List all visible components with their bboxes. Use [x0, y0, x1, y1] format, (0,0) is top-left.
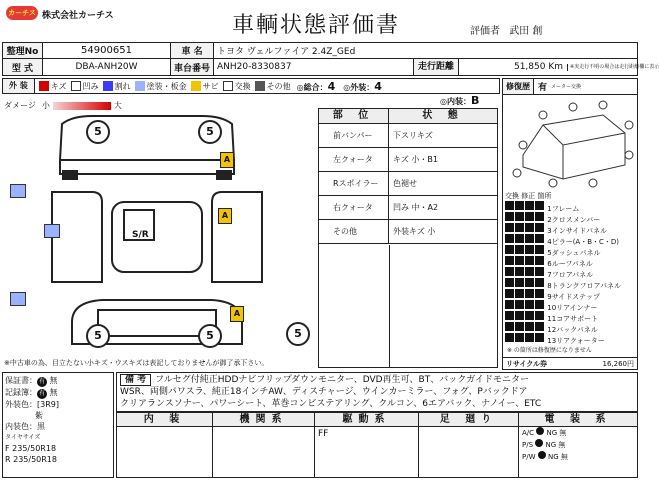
rust-icon: [191, 81, 201, 91]
paint-mark: [44, 224, 60, 238]
record-row: 記録簿： 有 無: [5, 388, 58, 397]
page-title: 車輌状態評価書: [232, 13, 401, 38]
legend-rust: サビ: [202, 81, 219, 91]
engine-col: 機関系: [213, 413, 315, 477]
repair-diagram: [503, 95, 637, 189]
list-item: 2クロスメンバー: [505, 212, 637, 223]
list-item: 10リアインナー: [505, 300, 637, 311]
company-logo: カーチス: [6, 6, 38, 20]
damage-mark-a: A: [230, 306, 244, 322]
car-outline: [2, 112, 314, 368]
ext-color-row: 外装色：[3R9]: [5, 400, 59, 409]
company-name: 株式会社カーチス: [42, 11, 114, 21]
ps-row: P/S NG 無: [522, 441, 566, 449]
assessor-name: 武田 創: [509, 26, 543, 37]
paint-icon: [135, 81, 145, 91]
table-row: 右クォータ 凹み 中・A2: [319, 196, 497, 220]
table-row: Rスポイラー 色褪せ: [319, 172, 497, 196]
car-name: トヨタ ヴェルファイア 2.4Z_GEd: [214, 43, 638, 59]
col-state: 状 態: [389, 109, 497, 123]
repair-checklist: [503, 201, 637, 344]
condition-table: [116, 412, 638, 478]
damage-table-header: [319, 109, 497, 124]
damage-small: 小: [41, 101, 50, 110]
tire-size-label: タイヤサイズ: [5, 434, 41, 441]
list-item: 8トランクフロアパネル: [505, 278, 637, 289]
list-item: 7フロアパネル: [505, 267, 637, 278]
remarks-label: 備 考: [120, 374, 151, 386]
list-item: 1フレーム: [505, 201, 637, 212]
mileage-note: ※実走行不明の場合は走行距離欄に表示: [567, 64, 637, 71]
vehicle-info-table: [2, 42, 659, 76]
damage-large: 大: [113, 101, 122, 110]
ext-color-name: 紫: [35, 411, 43, 420]
legend-bar: [2, 78, 500, 94]
list-item: 11コアサポート: [505, 311, 637, 322]
list-item: 6ルーフパネル: [505, 256, 637, 267]
tire-spare: 5: [286, 322, 310, 346]
legend-crack: 割れ: [114, 81, 131, 91]
tire-front-right: 5: [198, 120, 222, 144]
exterior-score: ◎外装：4: [343, 79, 382, 93]
list-item: 9サイドステップ: [505, 289, 637, 300]
col-part: 部 位: [319, 109, 389, 123]
list-item: 4ピラー(A・B・C・D): [505, 234, 637, 245]
tire-front: F 235/50R18: [5, 444, 57, 453]
legend-other: その他: [266, 81, 291, 91]
crack-icon: [103, 81, 113, 91]
list-item: 5ダッシュパネル: [505, 245, 637, 256]
tire-rear: R 235/50R18: [5, 455, 57, 464]
certificate-block: [2, 372, 114, 478]
stock-label: 整理No: [3, 43, 43, 59]
tire-rear-right: 5: [198, 324, 222, 348]
pw-row: P/W NG 無: [522, 453, 568, 461]
drive-col: 駆動系 FF: [315, 413, 419, 477]
exterior-label: 外 装: [3, 79, 35, 93]
legend-scratch: キズ: [50, 81, 67, 91]
int-color-row: 内装色：黒: [5, 422, 45, 431]
car-diagram: [2, 112, 314, 368]
list-item: 12バックパネル: [505, 322, 637, 333]
sunroof-label: S/R: [132, 230, 149, 240]
replace-icon: [223, 81, 233, 91]
paint-mark: [10, 184, 26, 198]
other-icon: [255, 81, 265, 91]
warranty-row: 保証書： 有 無: [5, 376, 58, 385]
table-row: 左クォータ キズ 小・B1: [319, 148, 497, 172]
undercarriage-col: 足 廻り: [419, 413, 519, 477]
damage-label: ダメージ: [4, 101, 36, 110]
diagram-footnote: ※中古車の為、目立たない小キズ・ウスキズは表記しておりませんが御了承下さい。: [4, 359, 269, 367]
repair-panel: [502, 78, 638, 370]
paint-mark: [10, 292, 26, 306]
drive-value: FF: [318, 429, 329, 439]
list-item: 13リアクォーター: [505, 333, 637, 344]
damage-mark-a: A: [218, 208, 232, 224]
interior-score: ◎内装：B: [440, 94, 480, 107]
car-name-label: 車 名: [171, 43, 214, 59]
assessor: [470, 22, 542, 37]
legend-paint: 塗装・板金: [146, 81, 187, 91]
interior-col: 内 装: [117, 413, 213, 477]
scratch-icon: [39, 81, 49, 91]
column-divider: [389, 245, 390, 367]
repair-history: 修復歴 有 メーター交換: [503, 79, 637, 95]
remarks-line-2: WSR、両側パワスラ、純正18インチAW、ディスチャージ、ウインカーミラー、フォグ、Pバックドア: [120, 387, 528, 397]
remarks-line-3: クリアランスソナー、パワーシート、革巻コンビステアリング、クルコン、6エアバック、ナノイー、ETC: [120, 399, 542, 409]
damage-table: [318, 108, 498, 368]
stock-no: 54900651: [43, 43, 171, 59]
damage-gradient: [53, 102, 111, 110]
damage-mark-a: A: [220, 152, 234, 168]
remarks-line-1: フルセグ付純正HDDナビフリップダウンモニター、DVD再生可、BT、バックガイドモニター: [155, 375, 529, 385]
recycle-fee: リサイクル券 16,260円: [503, 357, 637, 369]
legend-replace: 交換: [234, 81, 251, 91]
dent-icon: [71, 81, 81, 91]
model-label: 型 式: [3, 59, 43, 76]
chassis-label: 車台番号: [171, 59, 214, 76]
electrical-col: 電 装 系 A/C NG 無 P/S NG 無 P/W NG 無: [519, 413, 637, 477]
assessor-label: 評価者: [470, 26, 500, 37]
mileage-label: 走行距離: [414, 59, 459, 75]
damage-scale: [4, 100, 122, 111]
total-score: ◎総合：4: [296, 79, 336, 93]
tire-front-left: 5: [86, 120, 110, 144]
model-code: DBA-ANH20W: [43, 59, 171, 76]
list-item: 3インサイドパネル: [505, 223, 637, 234]
repair-col-headers: 交換 修正 箇所: [505, 192, 552, 200]
legend-dent: 凹み: [82, 81, 99, 91]
chassis-no: ANH20-8330837: [214, 59, 414, 76]
remarks: [116, 372, 638, 412]
table-row: その他 外装キズ 小: [319, 220, 497, 244]
tire-rear-left: 5: [86, 324, 110, 348]
repair-note: ※ の箇所は修復歴になりません: [507, 347, 592, 354]
mileage-value: 51,850 Km: [513, 62, 563, 72]
ac-row: A/C NG 無: [522, 429, 567, 437]
table-row: 前バンパー 下スリキズ: [319, 124, 497, 148]
